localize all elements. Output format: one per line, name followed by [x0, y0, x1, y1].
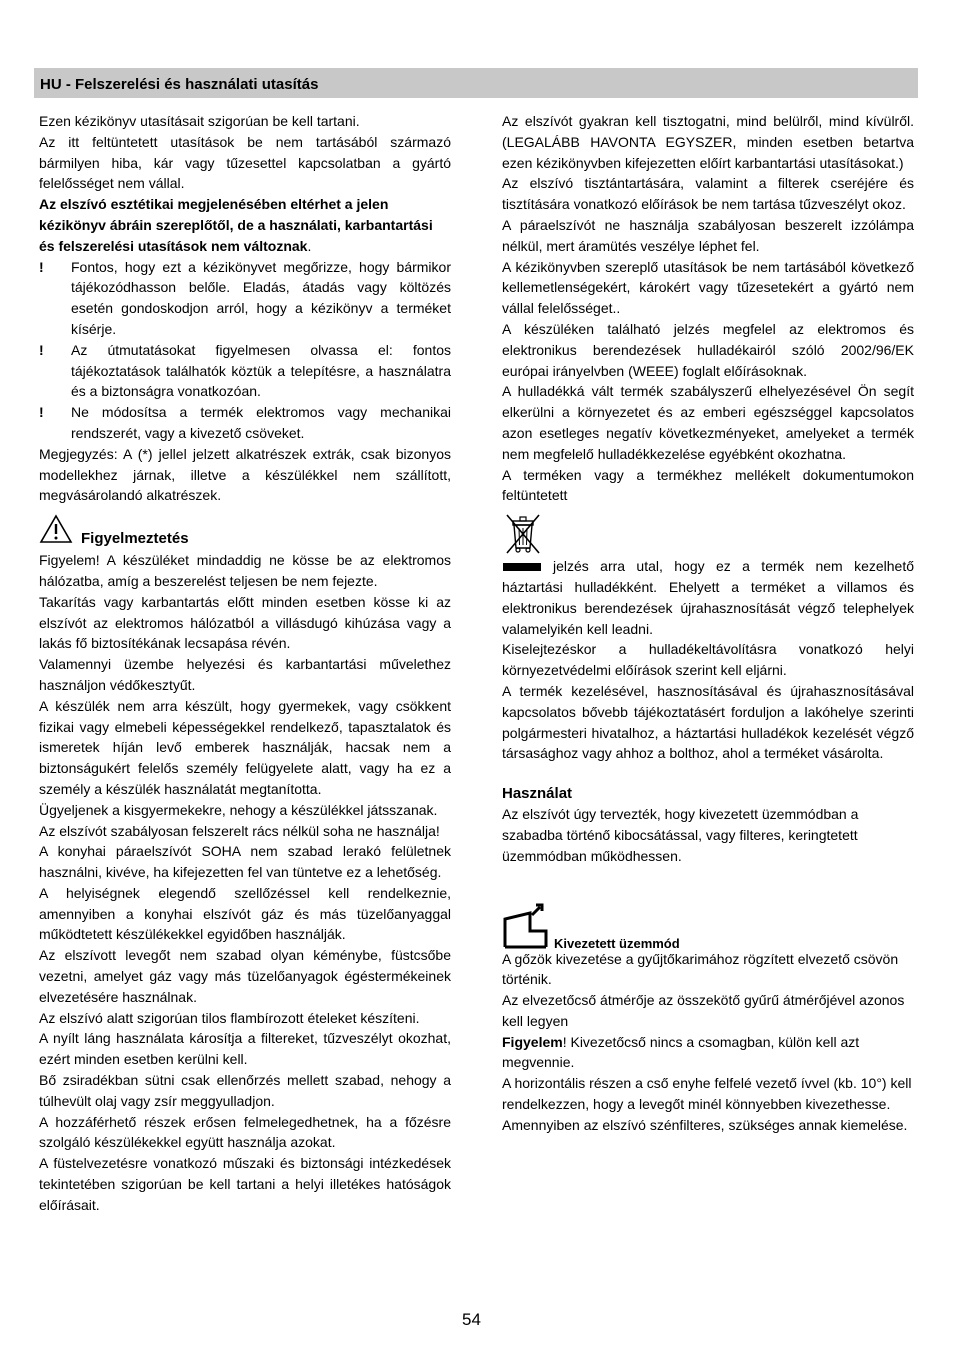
mode-paragraph: Az elvezetőcső átmérője az összekötő gyűrű átmérőjével azonos kell legyen: [502, 992, 905, 1029]
warning-paragraph: A nyílt láng használata károsítja a filtereket, tűzveszélyt okozhat, ezért minden esetben kerülni kell.: [39, 1030, 451, 1068]
bullet-text: Az útmutatásokat figyelmesen olvassa el: fontos tájékoztatások találhatók köztük a telepítésre, a használatra és a biztonságra vonatkozóan.: [71, 341, 451, 400]
use-text: Az elszívót úgy tervezték, hogy kivezetett üzemmódban a szabadba történő kibocsátással, vagy filteres, keringtetett üzemmódban működhessen.: [502, 806, 859, 864]
note-paragraph: Megjegyzés: A (*) jellel jelzett alkatrészek extrák, csak bizonyos modellekhez járnak, illetve a készülékkel nem szállított, megvásárolandó alkatrészek.: [39, 445, 451, 504]
ducted-mode-title: Kivezetett üzemmód: [554, 935, 680, 951]
intro-line-2: Az itt feltüntetett utasítások be nem tartásából származó bármilyen hiba, kár vagy tűzesettel kapcsolatban a gyártó felelősséget nem vállal.: [39, 133, 451, 192]
warning-heading: [39, 514, 451, 550]
weee-paragraph: A terméken vagy a termékhez mellékelt dokumentumokon feltüntetett: [502, 466, 914, 504]
bullet-item-2: [39, 340, 451, 402]
warning-paragraph: Az elszívott levegőt nem szabad olyan kéménybe, füstcsőbe vezetni, amelyet gáz vagy más tüzelőanyagok égéstermékeinek elvezetésére használnak.: [39, 947, 451, 1005]
maintenance-paragraph: A páraelszívót ne használja szabályosan beszerelt izzólámpa nélkül, mert áramütés veszélye léphet fel.: [502, 216, 914, 254]
mode-paragraph: Amennyiben az elszívó szénfilteres, szükséges annak kiemelése.: [502, 1116, 908, 1133]
warning-paragraph: Az elszívó alatt szigorúan tilos flambírozott ételeket készíteni.: [39, 1009, 420, 1026]
warning-paragraph: Valamennyi üzembe helyezési és karbantartási művelethez használjon védőkesztyűt.: [39, 656, 451, 693]
warning-title: Figyelmeztetés: [81, 530, 189, 548]
mode-paragraph: [502, 1032, 914, 1074]
attention-text: ! Kivezetőcső nincs a csomagban, külön kell azt megvennie.: [502, 1033, 860, 1071]
bullet-item-1: [39, 257, 451, 340]
warning-paragraph: A hozzáférhető részek erősen felmelegedhetnek, ha a főzésre szolgáló készülékekkel együtt használja azokat.: [39, 1113, 451, 1151]
warning-paragraph: Takarítás vagy karbantartás előtt minden esetben kösse ki az elszívót az elektromos hálózatból a villásdugó kihúzása vagy a lakás fő biztosítékának lecsapása révén.: [39, 593, 451, 652]
bullet-text: Fontos, hogy ezt a kézikönyvet megőrizze, hogy bármikor tájékozódhasson belőle. Eladás, átadás vagy költözés esetén gondoskodjon arról, hogy a kézikönyv a terméket kísérje.: [71, 258, 451, 337]
weee-symbol: [502, 512, 914, 556]
weee-explanation-text: jelzés arra utal, hogy ez a termék nem kezelhető háztartási hulladékként. Ehelyett a terméket a villamos és elektronikus berendezések újrahasznosítását végző telephelyek valamelyikén kell leadni.: [502, 558, 914, 637]
mode-paragraph: A horizontális részen a cső enyhe felfelé vezető ívvel (kb. 10°) kell rendelkezzen, hogy a levegőt minél könnyebben kivezethesse.: [502, 1075, 912, 1113]
warning-paragraph: Bő zsiradékban sütni csak ellenőrzés mellett szabad, nehogy a túlhevült olaj vagy zsír meggyulladjon.: [39, 1072, 451, 1109]
section-header-bar: [34, 68, 918, 98]
warning-paragraph: A készülék nem arra készült, hogy gyermekek, vagy csökkent fizikai vagy elmebeli képességekkel rendelkező, tapasztalatok és ismeretek híján levő emberek használják, hacsak nem a biztonságukért felelős személy felügyelete alatt, vagy ha ez a személy a készülék használatát megtanította.: [39, 697, 451, 797]
left-column: [39, 111, 451, 1216]
exclamation-icon: !: [39, 341, 44, 358]
right-column: [502, 111, 914, 1136]
warning-paragraph: A helyiségnek elegendő szellőzéssel kell rendelkeznie, amennyiben a konyhai elszívót gáz és más tüzelőanyaggal működtetett készülékekkel egyidőben használják.: [39, 884, 451, 943]
section-title: HU - Felszerelési és használati utasítás: [40, 76, 319, 93]
intro-line-1: Ezen kézikönyv utasításait szigorúan be kell tartani.: [39, 113, 360, 129]
warning-triangle-icon: [39, 514, 73, 544]
warning-paragraph: A konyhai páraelszívót SOHA nem szabad lerakó felületnek használni, kivéve, ha kifejezetten fel van tüntetve ez a lehetőség.: [39, 843, 451, 881]
bold-note-end: .: [307, 237, 312, 254]
warning-paragraph: A füstelvezetésre vonatkozó műszaki és biztonsági intézkedések tekintetében szigorúan be kell tartani a helyi illetékes hatóságok előírásait.: [39, 1155, 451, 1213]
bullet-item-3: [39, 402, 451, 444]
weee-paragraph: A hulladékká vált termék szabályszerű elhelyezésével Ön segít elkerülni a környezetet és az emberi egészséggel kapcsolatos azon esetleges negatív következményeket, amelyeket a termék nem megfelelő hulladékkezelése egyébként okozhatna.: [502, 383, 914, 462]
warning-paragraph: Az elszívót szabályosan felszerelt rács nélkül soha ne használja!: [39, 822, 440, 839]
maintenance-paragraph: Az elszívót gyakran kell tisztogatni, mind belülről, mind kívülről. (LEGALÁBB HAVONTA EGYSZER, minden esetben betartva ezen kézikönyvben kifejezetten előírt karbantartási utasításokat.): [502, 113, 914, 171]
page-number: 54: [462, 1310, 481, 1329]
exclamation-icon: !: [39, 404, 44, 421]
bold-note-text: Az elszívó esztétikai megjelenésében eltérhet a jelen kézikönyv ábráin szereplőtől, de a használati, karbantartási és felszerelési utasítások nem változnak: [39, 196, 433, 254]
attention-word: Figyelem: [502, 1033, 563, 1050]
maintenance-paragraph: A kézikönyvben szereplő utasítások be nem tartásából következő kellemetlenségekért, károkért vagy tűzesetekért a gyártó nem vállal felelősséget..: [502, 258, 914, 317]
weee-paragraph: A készüléken található jelzés megfelel az elektromos és elektronikus berendezések hulladékairól szóló 2002/96/EK európai irányelvben (WEEE) foglalt előírásoknak.: [502, 320, 914, 379]
black-bar-icon: [503, 563, 541, 571]
warning-paragraph: Ügyeljenek a kisgyermekekre, nehogy a készülékkel játsszanak.: [39, 801, 438, 818]
weee-explanation: [502, 556, 914, 639]
bold-note: [39, 194, 451, 256]
maintenance-paragraph: Az elszívó tisztántartására, valamint a filterek cseréjére és tisztítására vonatkozó előírások be nem tartása tűzveszélyt okoz.: [502, 175, 914, 213]
ducted-hood-icon: [502, 901, 552, 949]
crossed-bin-icon: [502, 512, 544, 556]
bullet-text: Ne módosítsa a termék elektromos vagy mechanikai rendszerét, vagy a kivezető csöveket.: [71, 404, 451, 441]
mode-paragraph: A gőzök kivezetése a gyűjtőkarimához rögzített elvezető csövön történik.: [502, 950, 899, 988]
disposal-paragraph: Kiselejtezéskor a hulladékeltávolításra vonatkozó helyi környezetvédelmi előírások szerint kell eljárni.: [502, 641, 914, 679]
disposal-paragraph: A termék kezelésével, hasznosításával és újrahasznosításával kapcsolatos bővebb tájékoztatásért forduljon a lakóhelye szerinti polgármesteri hivatalhoz, a háztartási hulladékok kezelését végző társasághoz vagy ahhoz a bolthoz, ahol a terméket vásárolta.: [502, 682, 914, 762]
exclamation-icon: !: [39, 258, 44, 275]
use-title: Használat: [502, 785, 573, 803]
warning-paragraph: Figyelem! A készüléket mindaddig ne kösse be az elektromos hálózatba, amíg a beszerelést teljesen be nem fejezte.: [39, 552, 451, 589]
ducted-mode-heading: [502, 901, 914, 949]
